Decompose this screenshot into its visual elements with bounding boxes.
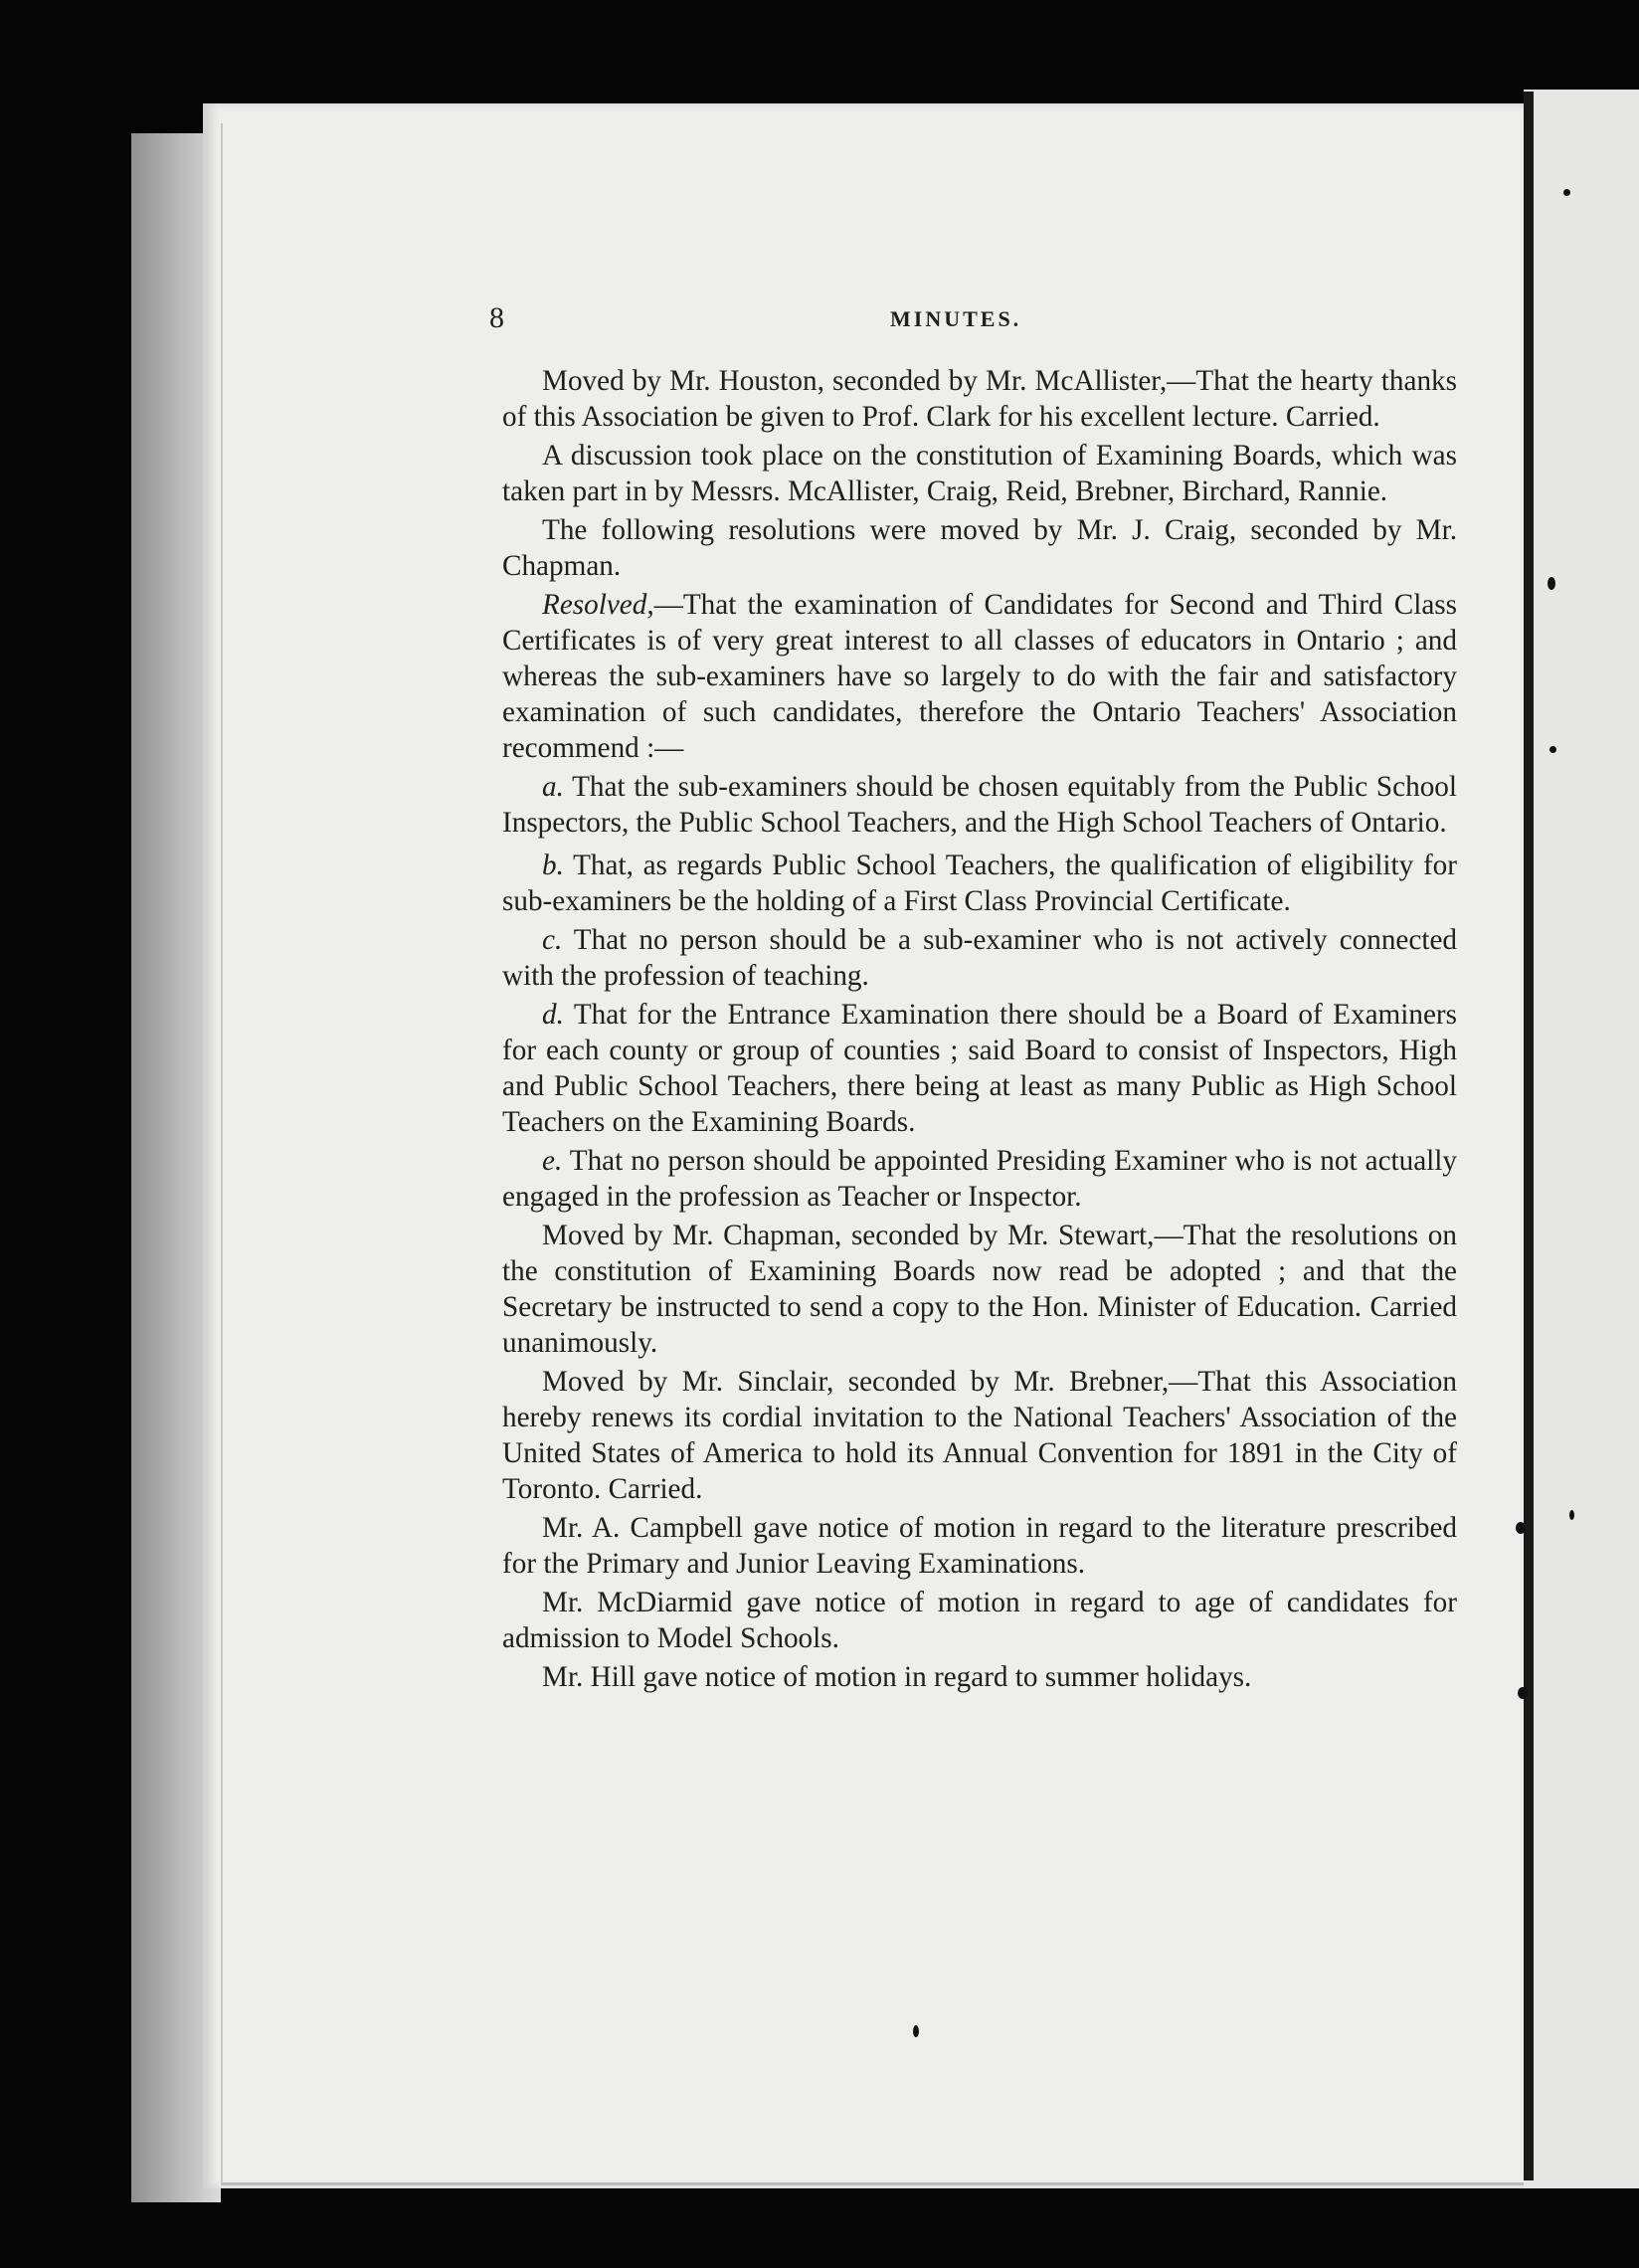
paragraph-text: That no person should be appointed Presiding Examiner who is not actually engaged in the profession as Teacher or Inspector. [502, 1145, 1457, 1213]
book-spine [1524, 92, 1534, 2180]
running-head: MINUTES. [890, 306, 1022, 331]
paragraph-text: Mr. Hill gave notice of motion in regard to summer holidays. [542, 1661, 1252, 1693]
paragraph-text: That for the Entrance Examination there should be a Board of Examiners for each county or group of counties ; said Board to consist of Inspectors, High and Public School Teachers, there being at least as many Public as High School Teachers on the Examining Boards. [502, 999, 1457, 1138]
paragraph-item-c [502, 922, 1457, 997]
page-number: 8 [489, 301, 504, 334]
dust-speck [1516, 1522, 1526, 1534]
item-letter: d. [542, 999, 564, 1031]
dust-speck [1569, 1510, 1574, 1520]
paragraph-resolved [502, 587, 1457, 769]
dust-speck [1563, 189, 1570, 196]
item-letter: a. [542, 771, 564, 803]
paragraph-discussion [502, 438, 1457, 512]
paragraph-text: That, as regards Public School Teachers, the qualification of eligibility for sub-examiners be the holding of a First Class Provincial Certificate. [502, 850, 1457, 917]
paragraph-text: Moved by Mr. Houston, seconded by Mr. McAllister,—That the hearty thanks of this Association be given to Prof. Clark for his excellent lecture. Carried. [502, 365, 1457, 433]
paragraph-text: That the sub-examiners should be chosen equitably from the Public School Inspectors, the Public School Teachers, and the High School Teachers of Ontario. [502, 771, 1457, 839]
paragraph-text: Mr. A. Campbell gave notice of motion in regard to the literature prescribed for the Primary and Junior Leaving Examinations. [502, 1512, 1457, 1580]
paragraph-item-b [502, 848, 1457, 922]
paragraph-campbell-notice [502, 1510, 1457, 1585]
facing-page-edge [1524, 90, 1639, 2188]
paragraph-text: Mr. McDiarmid gave notice of motion in regard to age of candidates for admission to Model Schools. [502, 1587, 1457, 1654]
dust-speck [913, 2025, 919, 2037]
paragraph-hill-notice [502, 1659, 1457, 1698]
item-letter: c. [542, 924, 563, 956]
paragraph-item-a [502, 769, 1457, 844]
dust-speck [1518, 1687, 1528, 1699]
paragraph-text: Moved by Mr. Sinclair, seconded by Mr. Brebner,—That this Association hereby renews its cordial invitation to the National Teachers' Association of the United States of America to hold its Annual Convention for 1891 in the City of Toronto. Carried. [502, 1366, 1457, 1505]
dust-speck [1549, 746, 1556, 753]
page-body-text [502, 363, 1457, 1698]
paragraph-chapman-motion [502, 1218, 1457, 1364]
paragraph-text: The following resolutions were moved by Mr. J. Craig, seconded by Mr. Chapman. [502, 514, 1457, 582]
resolved-label: Resolved, [542, 589, 654, 621]
paragraph-text: That no person should be a sub-examiner who is not actively connected with the profession of teaching. [502, 924, 1457, 992]
item-letter: e. [542, 1145, 563, 1177]
paragraph-houston-motion [502, 363, 1457, 438]
paragraph-mcdiarmid-notice [502, 1585, 1457, 1659]
paragraph-text: A discussion took place on the constitution of Examining Boards, which was taken part in by Messrs. McAllister, Craig, Reid, Brebner, Birchard, Rannie. [502, 440, 1457, 507]
paragraph-text: —That the examination of Candidates for Second and Third Class Certificates is of very great interest to all classes of educators in Ontario ; and whereas the sub-examiners have so largely to do with the fair and satisfactory examination of such candidates, therefore the Ontario Teachers' Association recommend :— [502, 589, 1457, 764]
dust-speck [1548, 577, 1555, 590]
item-letter: b. [542, 850, 564, 881]
paragraph-item-e [502, 1143, 1457, 1218]
paragraph-sinclair-motion [502, 1364, 1457, 1510]
paragraph-resolutions-intro [502, 512, 1457, 587]
paragraph-text: Moved by Mr. Chapman, seconded by Mr. Stewart,—That the resolutions on the constitution of Examining Boards now read be adopted ; and that the Secretary be instructed to send a copy to the Hon. Minister of Education. Carried unanimously. [502, 1220, 1457, 1359]
paragraph-item-d [502, 997, 1457, 1143]
